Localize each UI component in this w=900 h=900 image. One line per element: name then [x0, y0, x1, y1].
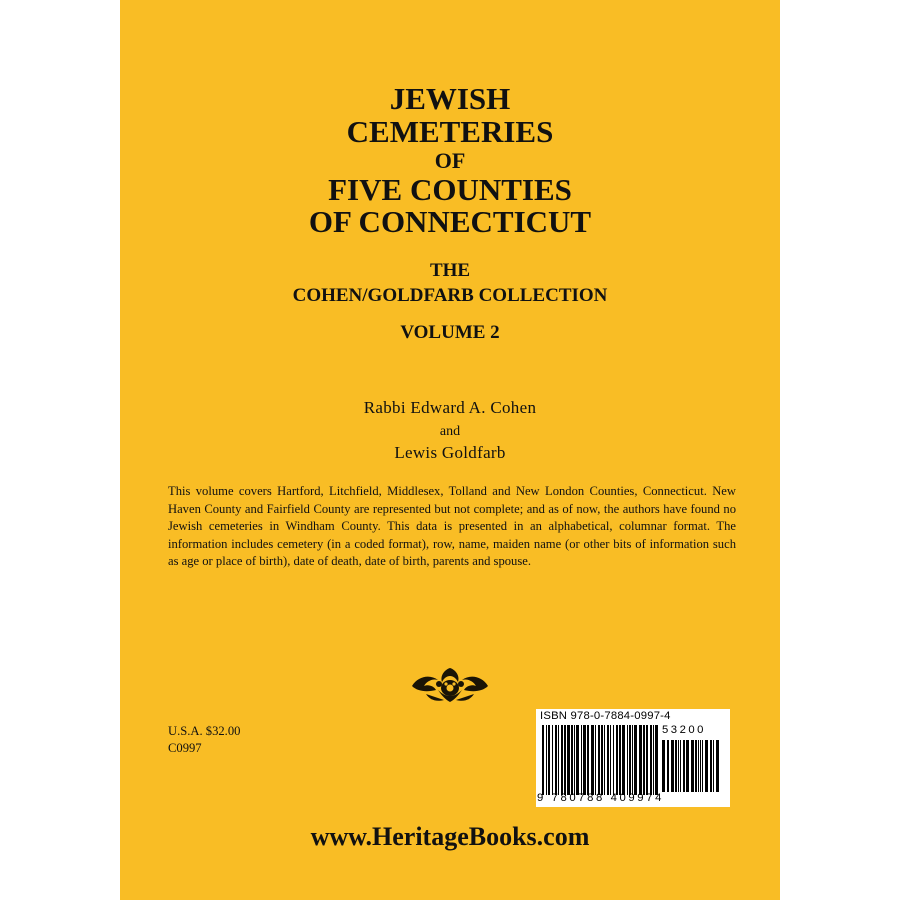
price-amount: U.S.A. $32.00 [168, 724, 241, 738]
isbn-label: ISBN 978-0-7884-0997-4 [540, 710, 671, 722]
addon-barcode-bars-icon [662, 740, 722, 792]
barcode-digits: 9 780788 409974 [537, 792, 664, 804]
description-paragraph: This volume covers Hartford, Litchfield, Middlesex, Tolland and New London Counties, Connecticut. New Haven County and Fairfield County are represented but not complete; and as of now, the authors have found no Jewish cemeteries in Windham County. This data is presented in an alphabetical, columnar format. The information includes cemetery (in a coded format), row, name, maiden name (or other bits of information such as age or place of birth), date of death, date of birth, parents and spouse. [168, 484, 736, 569]
barcode-price-code: 53200 [662, 724, 706, 736]
title-line-1: JEWISH [389, 81, 511, 116]
title-line-3: OF [434, 148, 466, 173]
book-back-cover [120, 0, 780, 900]
publisher-website[interactable]: www.HeritageBooks.com [310, 822, 590, 851]
author-2: Lewis Goldfarb [394, 443, 506, 462]
price-block [168, 723, 240, 757]
product-code: C0997 [168, 741, 202, 755]
author-1: Rabbi Edward A. Cohen [363, 398, 537, 417]
volume-label: VOLUME 2 [400, 322, 500, 343]
title-line-2: CEMETERIES [346, 114, 554, 149]
barcode-bars-icon [542, 725, 658, 795]
isbn-barcode [536, 709, 730, 807]
subtitle-line-2: COHEN/GOLDFARB COLLECTION [292, 285, 608, 306]
floral-ornament-icon [408, 662, 492, 704]
subtitle-line-1: THE [429, 260, 471, 281]
author-conjunction: and [439, 424, 461, 439]
title-line-5: OF CONNECTICUT [308, 204, 592, 239]
title-line-4: FIVE COUNTIES [328, 172, 572, 207]
